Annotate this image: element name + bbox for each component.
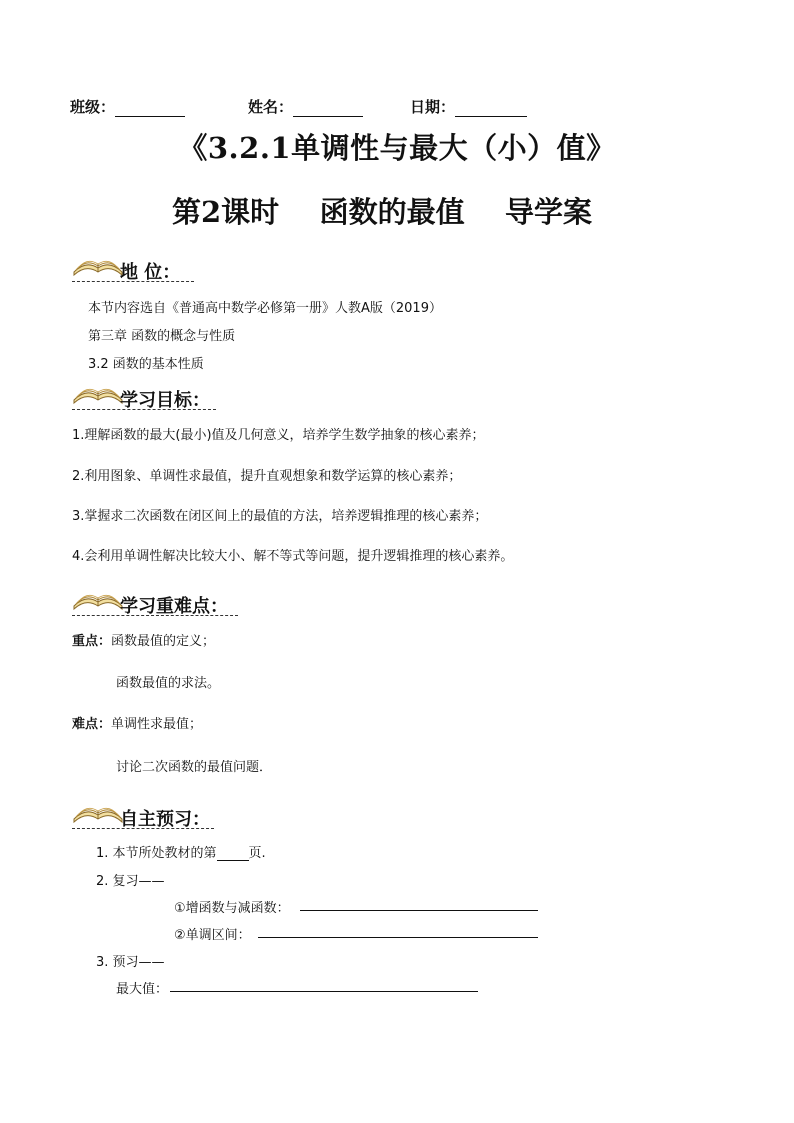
goal-item: 4.会利用单调性解决比较大小、解不等式等问题，提升逻辑推理的核心素养。 [72, 549, 514, 564]
focus-item: 函数最值的求法。 [116, 676, 221, 691]
focus-item: 函数最值的定义； [111, 634, 216, 649]
section-title: 地 位： [120, 262, 181, 283]
review-monotonic-interval-label: ②单调区间： [174, 928, 251, 943]
focus-row [72, 630, 215, 649]
review-increasing-decreasing-label: ①增函数与减函数： [174, 901, 290, 916]
date-blank[interactable] [455, 102, 527, 117]
max-value-label: 最大值： [116, 982, 169, 997]
class-label: 班级： [70, 98, 116, 116]
class-blank[interactable] [115, 102, 185, 117]
document-title: 《3.2.1单调性与最大（小）值》 [178, 131, 616, 165]
open-book-icon [72, 250, 124, 280]
open-book-icon [72, 584, 124, 614]
page-number-blank[interactable] [217, 847, 249, 861]
review-increasing-decreasing-blank[interactable] [300, 910, 538, 911]
section-position-heading [72, 250, 202, 282]
section-title: 自主预习： [120, 809, 210, 830]
position-line: 本节内容选自《普通高中数学必修第一册》人教A版（2019） [88, 301, 442, 316]
preview-item-3: 3. 预习—— [96, 955, 165, 970]
section-key-points-heading [72, 584, 242, 616]
section-goals-heading [72, 378, 222, 410]
preview-item-2: 2. 复习—— [96, 874, 165, 889]
section-title: 学习重难点： [120, 596, 228, 617]
name-field [248, 96, 363, 117]
section-title: 学习目标： [120, 390, 210, 411]
difficulty-item: 单调性求最值； [111, 717, 203, 732]
goal-item: 1.理解函数的最大(最小)值及几何意义，培养学生数学抽象的核心素养； [72, 428, 485, 443]
position-line: 3.2 函数的基本性质 [88, 357, 204, 372]
focus-label: 重点： [72, 634, 112, 649]
difficulty-item: 讨论二次函数的最值问题． [116, 760, 273, 775]
document-subtitle: 第2课时 函数的最值 导学案 [172, 195, 592, 229]
class-field [70, 96, 185, 117]
position-line: 第三章 函数的概念与性质 [88, 329, 236, 344]
date-field [410, 96, 527, 117]
section-preview-heading [72, 797, 218, 829]
name-label: 姓名： [248, 98, 294, 116]
open-book-icon [72, 378, 124, 408]
preview-item-1-suffix: 页. [248, 846, 266, 861]
name-blank[interactable] [293, 102, 363, 117]
review-monotonic-interval-blank[interactable] [258, 937, 538, 938]
preview-item-1 [96, 842, 266, 861]
preview-item-1-prefix: 1. 本节所处教材的第 [96, 846, 217, 861]
difficulty-row [72, 713, 202, 732]
goal-item: 2.利用图象、单调性求最值，提升直观想象和数学运算的核心素养； [72, 469, 462, 484]
max-value-blank[interactable] [170, 991, 478, 992]
date-label: 日期： [410, 98, 456, 116]
goal-item: 3.掌握求二次函数在闭区间上的最值的方法，培养逻辑推理的核心素养； [72, 509, 488, 524]
difficulty-label: 难点： [72, 717, 112, 732]
open-book-icon [72, 797, 124, 827]
